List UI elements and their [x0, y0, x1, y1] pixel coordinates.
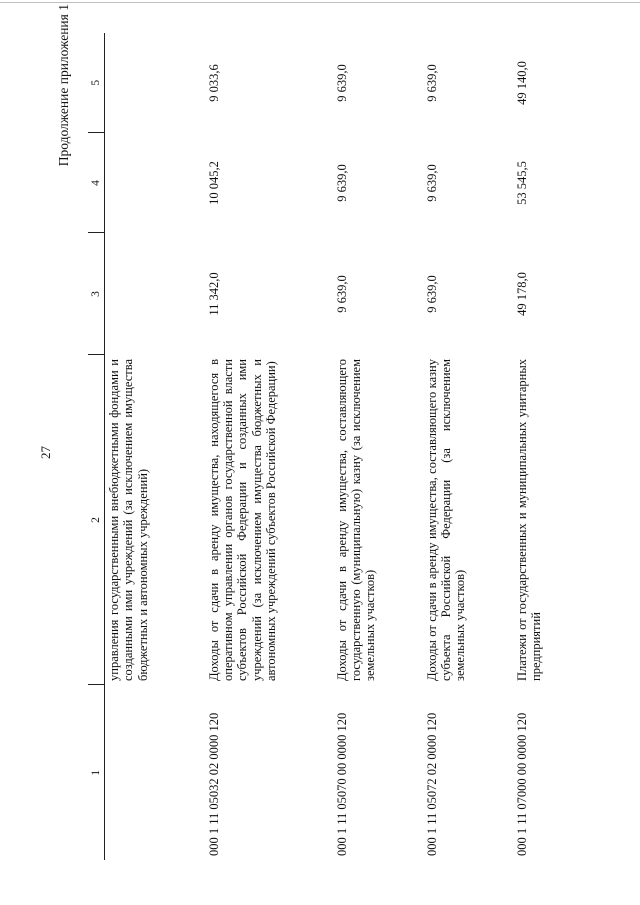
value-col4: 9 639,0	[334, 164, 349, 202]
value-col4: 10 045,2	[206, 161, 221, 205]
value-col3: 9 639,0	[334, 275, 349, 313]
table-row	[333, 33, 423, 860]
value-col3: 49 178,0	[514, 272, 529, 316]
column-header: 4	[88, 133, 105, 233]
budget-code: 000 1 11 07000 00 0000 120	[514, 712, 529, 856]
continuation-label: Продолжение приложения 1	[56, 4, 71, 167]
value-col5	[105, 33, 205, 133]
table-row	[423, 33, 513, 860]
table-header-row	[88, 33, 105, 860]
budget-code: 000 1 11 05072 02 0000 120	[424, 712, 439, 856]
revenue-description: Доходы от сдачи в аренду имущества, находящегося в оперативном управлении органов государственной власти субъектов Российской Федерации и созданных ими учреждений (за исключением имущества бюджетных и автономных учреждений субъектов Российской Федерации)	[206, 359, 279, 681]
column-header: 5	[88, 33, 105, 133]
value-col3: 11 342,0	[206, 272, 221, 316]
table-row	[105, 33, 205, 860]
value-col3: 9 639,0	[424, 275, 439, 313]
value-col5: 49 140,0	[514, 61, 529, 105]
column-header: 2	[88, 355, 105, 685]
page-number: 27	[38, 446, 53, 459]
revenue-description: Доходы от сдачи в аренду имущества, составляющего казну субъекта Российской Федерации (за исключением земельных участков)	[424, 359, 468, 681]
revenue-description: Доходы от сдачи в аренду имущества, составляющего государственную (муниципальную) казну (за исключением земельных участков)	[334, 359, 378, 681]
value-col3	[105, 233, 205, 355]
revenue-description: управления государственными внебюджетными фондами и созданными ими учреждений (за исключением имущества бюджетных и автономных учреждений)	[107, 359, 150, 681]
revenue-table	[88, 33, 573, 860]
column-header: 3	[88, 233, 105, 355]
value-col5: 9 033,6	[206, 64, 221, 102]
value-col5: 9 639,0	[334, 64, 349, 102]
table-row	[513, 33, 573, 860]
budget-code: 000 1 11 05070 00 0000 120	[334, 712, 349, 856]
value-col4	[105, 133, 205, 233]
table-row	[205, 33, 333, 860]
value-col4: 9 639,0	[424, 164, 439, 202]
revenue-description: Платежи от государственных и муниципальных унитарных предприятий	[514, 359, 543, 681]
value-col4: 53 545,5	[514, 161, 529, 205]
value-col5: 9 639,0	[424, 64, 439, 102]
column-header: 1	[88, 685, 105, 860]
budget-code	[105, 685, 205, 860]
budget-code: 000 1 11 05032 02 0000 120	[206, 712, 221, 856]
